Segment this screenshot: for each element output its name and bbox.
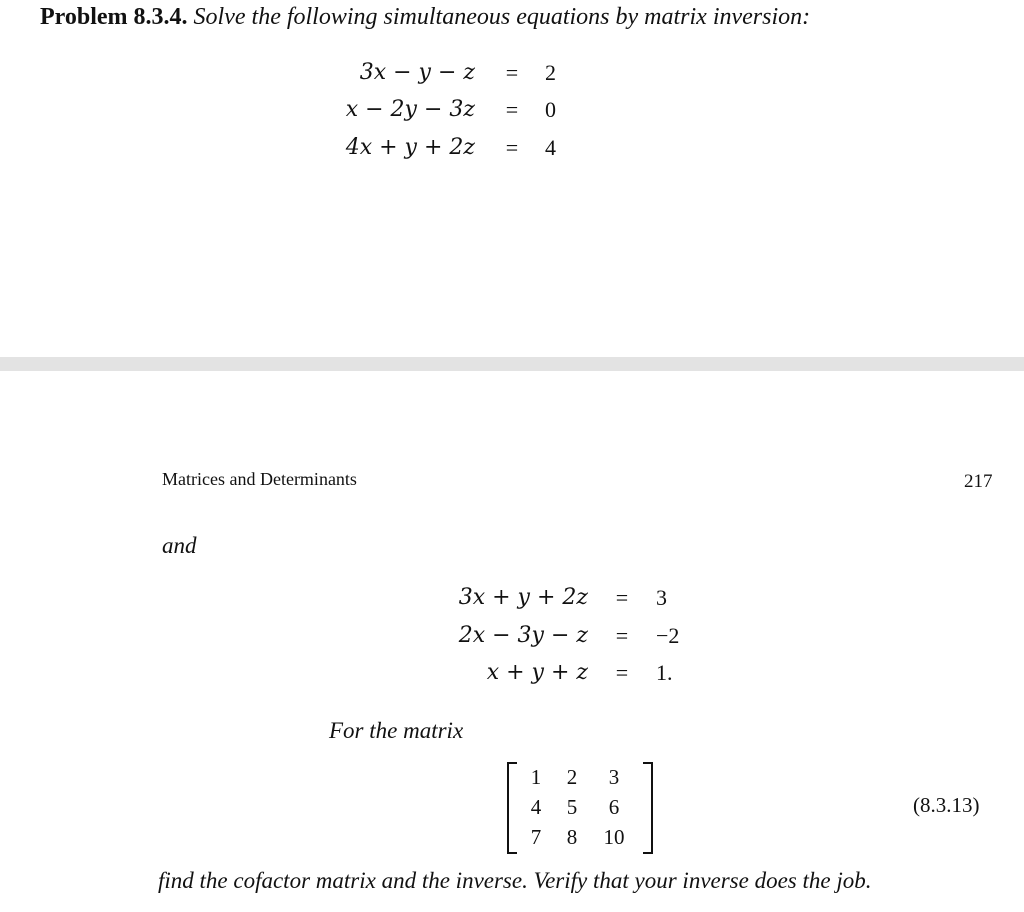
equals-sign: = bbox=[615, 660, 629, 685]
equation-number: (8.3.13) bbox=[913, 793, 980, 817]
left-bracket bbox=[507, 762, 517, 854]
matrix-cell: 1 bbox=[530, 765, 542, 789]
equals-sign: = bbox=[505, 135, 519, 160]
equation-lhs: 2x − 3y − z bbox=[458, 623, 588, 648]
running-head: Matrices and Determinants bbox=[162, 469, 357, 489]
right-bracket bbox=[643, 762, 653, 854]
equation-rhs: 4 bbox=[545, 135, 556, 160]
for-the-matrix-text: For the matrix bbox=[329, 718, 464, 743]
problem-statement: Solve the following simultaneous equations by matrix inversion: bbox=[193, 4, 811, 30]
matrix-cell: 4 bbox=[530, 795, 542, 819]
matrix-cell: 10 bbox=[603, 825, 625, 849]
and-word: and bbox=[162, 533, 197, 558]
matrix-cell: 3 bbox=[608, 765, 620, 789]
equals-sign: = bbox=[505, 60, 519, 85]
matrix-cell: 8 bbox=[566, 825, 578, 849]
equation-rhs: 0 bbox=[545, 97, 556, 122]
equation-lhs: 3x − y − z bbox=[359, 60, 475, 85]
problem-statement-line bbox=[40, 4, 810, 31]
page-separator bbox=[0, 357, 1024, 371]
equation-lhs: x − 2y − 3z bbox=[345, 97, 475, 122]
matrix-cell: 5 bbox=[566, 795, 578, 819]
equals-sign: = bbox=[615, 585, 629, 610]
equation-rhs: 3 bbox=[656, 585, 667, 610]
matrix-cell: 6 bbox=[608, 795, 620, 819]
equation-lhs: 4x + y + 2z bbox=[345, 135, 475, 160]
closing-instruction: find the cofactor matrix and the inverse. Verify that your inverse does the job. bbox=[158, 868, 872, 893]
matrix-8-3-13 bbox=[507, 762, 653, 852]
page-number: 217 bbox=[964, 471, 993, 492]
equation-lhs: x + y + z bbox=[486, 660, 588, 685]
matrix-cell: 2 bbox=[566, 765, 578, 789]
equation-rhs: 1. bbox=[656, 660, 673, 685]
equals-sign: = bbox=[615, 623, 629, 648]
problem-label: Problem 8.3.4. bbox=[40, 4, 188, 30]
equation-rhs: 2 bbox=[545, 60, 556, 85]
equation-rhs: −2 bbox=[656, 623, 680, 648]
matrix-cell: 7 bbox=[530, 825, 542, 849]
equation-lhs: 3x + y + 2z bbox=[458, 585, 588, 610]
equals-sign: = bbox=[505, 97, 519, 122]
